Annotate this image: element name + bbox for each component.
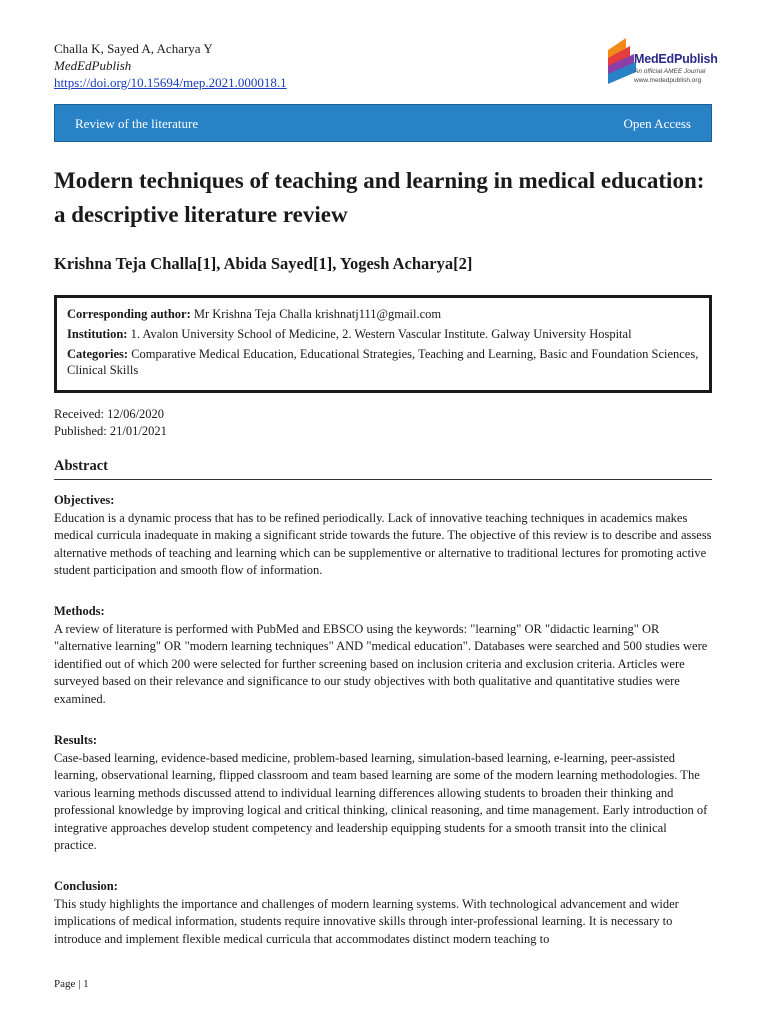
author-list: Krishna Teja Challa[1], Abida Sayed[1], Yogesh Acharya[2]: [54, 254, 473, 273]
journal-name: MedEdPublish: [54, 58, 132, 73]
objectives-heading: Objectives:: [54, 493, 115, 507]
article-type-label: Review of the literature: [75, 116, 199, 131]
institution-row: [67, 326, 699, 342]
categories-label: Categories:: [67, 347, 129, 361]
article-title: Modern techniques of teaching and learning in medical education: a descriptive literature review: [54, 168, 705, 227]
corresponding-author-label: Corresponding author:: [67, 307, 191, 321]
logo-title: MedEdPublish: [634, 52, 718, 66]
page-number: Page | 1: [54, 978, 89, 990]
open-access-label: Open Access: [623, 116, 691, 131]
article-info-box: [54, 295, 712, 393]
logo-url: www.mededpublish.org: [634, 77, 702, 84]
corresponding-author-row: [67, 306, 699, 322]
conclusion-heading: Conclusion:: [54, 879, 118, 893]
categories-row: [67, 346, 699, 378]
logo-mark-icon: [604, 36, 638, 88]
doi-link[interactable]: https://doi.org/10.15694/mep.2021.000018.1: [54, 75, 287, 90]
received-date: Received: 12/06/2020: [54, 407, 165, 421]
article-dates: [54, 406, 167, 440]
logo-tagline: An official AMEE Journal: [634, 68, 706, 75]
institution-label: Institution:: [67, 327, 128, 341]
results-heading: Results:: [54, 733, 98, 747]
header-citation-block: [54, 40, 287, 91]
categories-value: Comparative Medical Education, Educational Strategies, Teaching and Learning, Basic and Foundation Sciences, Clinical Skills: [67, 347, 699, 377]
corresponding-author-value: Mr Krishna Teja Challa krishnatj111@gmail.com: [190, 307, 442, 321]
abstract-conclusion: [54, 878, 712, 948]
methods-text: A review of literature is performed with PubMed and EBSCO using the keywords: "learning" OR "didactic learning" OR "alternative learning" OR "modern learning techniques" AND "medical education". Databases were searched and 500 studies were identified out of which 200 were selected for further screening based on inclusion criteria and exclusion criteria. Articles were surveyed based on their relevance and significance to our study objectives with both qualitative and quantitative studies were examined.: [54, 621, 708, 706]
methods-heading: Methods:: [54, 604, 105, 618]
results-text: Case-based learning, evidence-based medicine, problem-based learning, simulation-based learning, e-learning, peer-assisted learning, observational learning, flipped classroom and team based learning are some of the modern learning methodologies. The various learning methods discussed attend to individual learning differences allowing students to broaden their thinking and professional knowledge by improving logical and critical thinking, clinical reasoning, and time management. Early introduction of integrative approaches develop student competency and leadership equipping students for a smooth transit into the clinical practice.: [54, 750, 708, 852]
article-type-banner: [54, 104, 712, 142]
conclusion-text: This study highlights the importance and challenges of modern learning systems. With technological advancement and wider implications of medical information, students require innovative skills through inter-professional learning. It is necessary to introduce and implement flexible medical curricula that accommodates distinct modern teaching to: [54, 896, 679, 946]
abstract-results: [54, 732, 712, 855]
citation-authors: Challa K, Sayed A, Acharya Y: [54, 41, 213, 56]
abstract-heading: Abstract: [54, 458, 712, 480]
institution-value: 1. Avalon University School of Medicine, 2. Western Vascular Institute. Galway University Hospital: [127, 327, 632, 341]
abstract-methods: [54, 603, 712, 708]
mededpublish-logo: [604, 32, 720, 94]
published-date: Published: 21/01/2021: [54, 424, 167, 438]
objectives-text: Education is a dynamic process that has to be refined periodically. Lack of innovative teaching techniques in academics makes medical curricula inadequate in making a significant stride towards the future. The objective of this review is to describe and assess alternative methods of teaching and learning which can be supplementive or alternative to traditional lectures for promoting active student participation and smooth flow of information.: [54, 510, 712, 577]
abstract-objectives: [54, 492, 712, 580]
